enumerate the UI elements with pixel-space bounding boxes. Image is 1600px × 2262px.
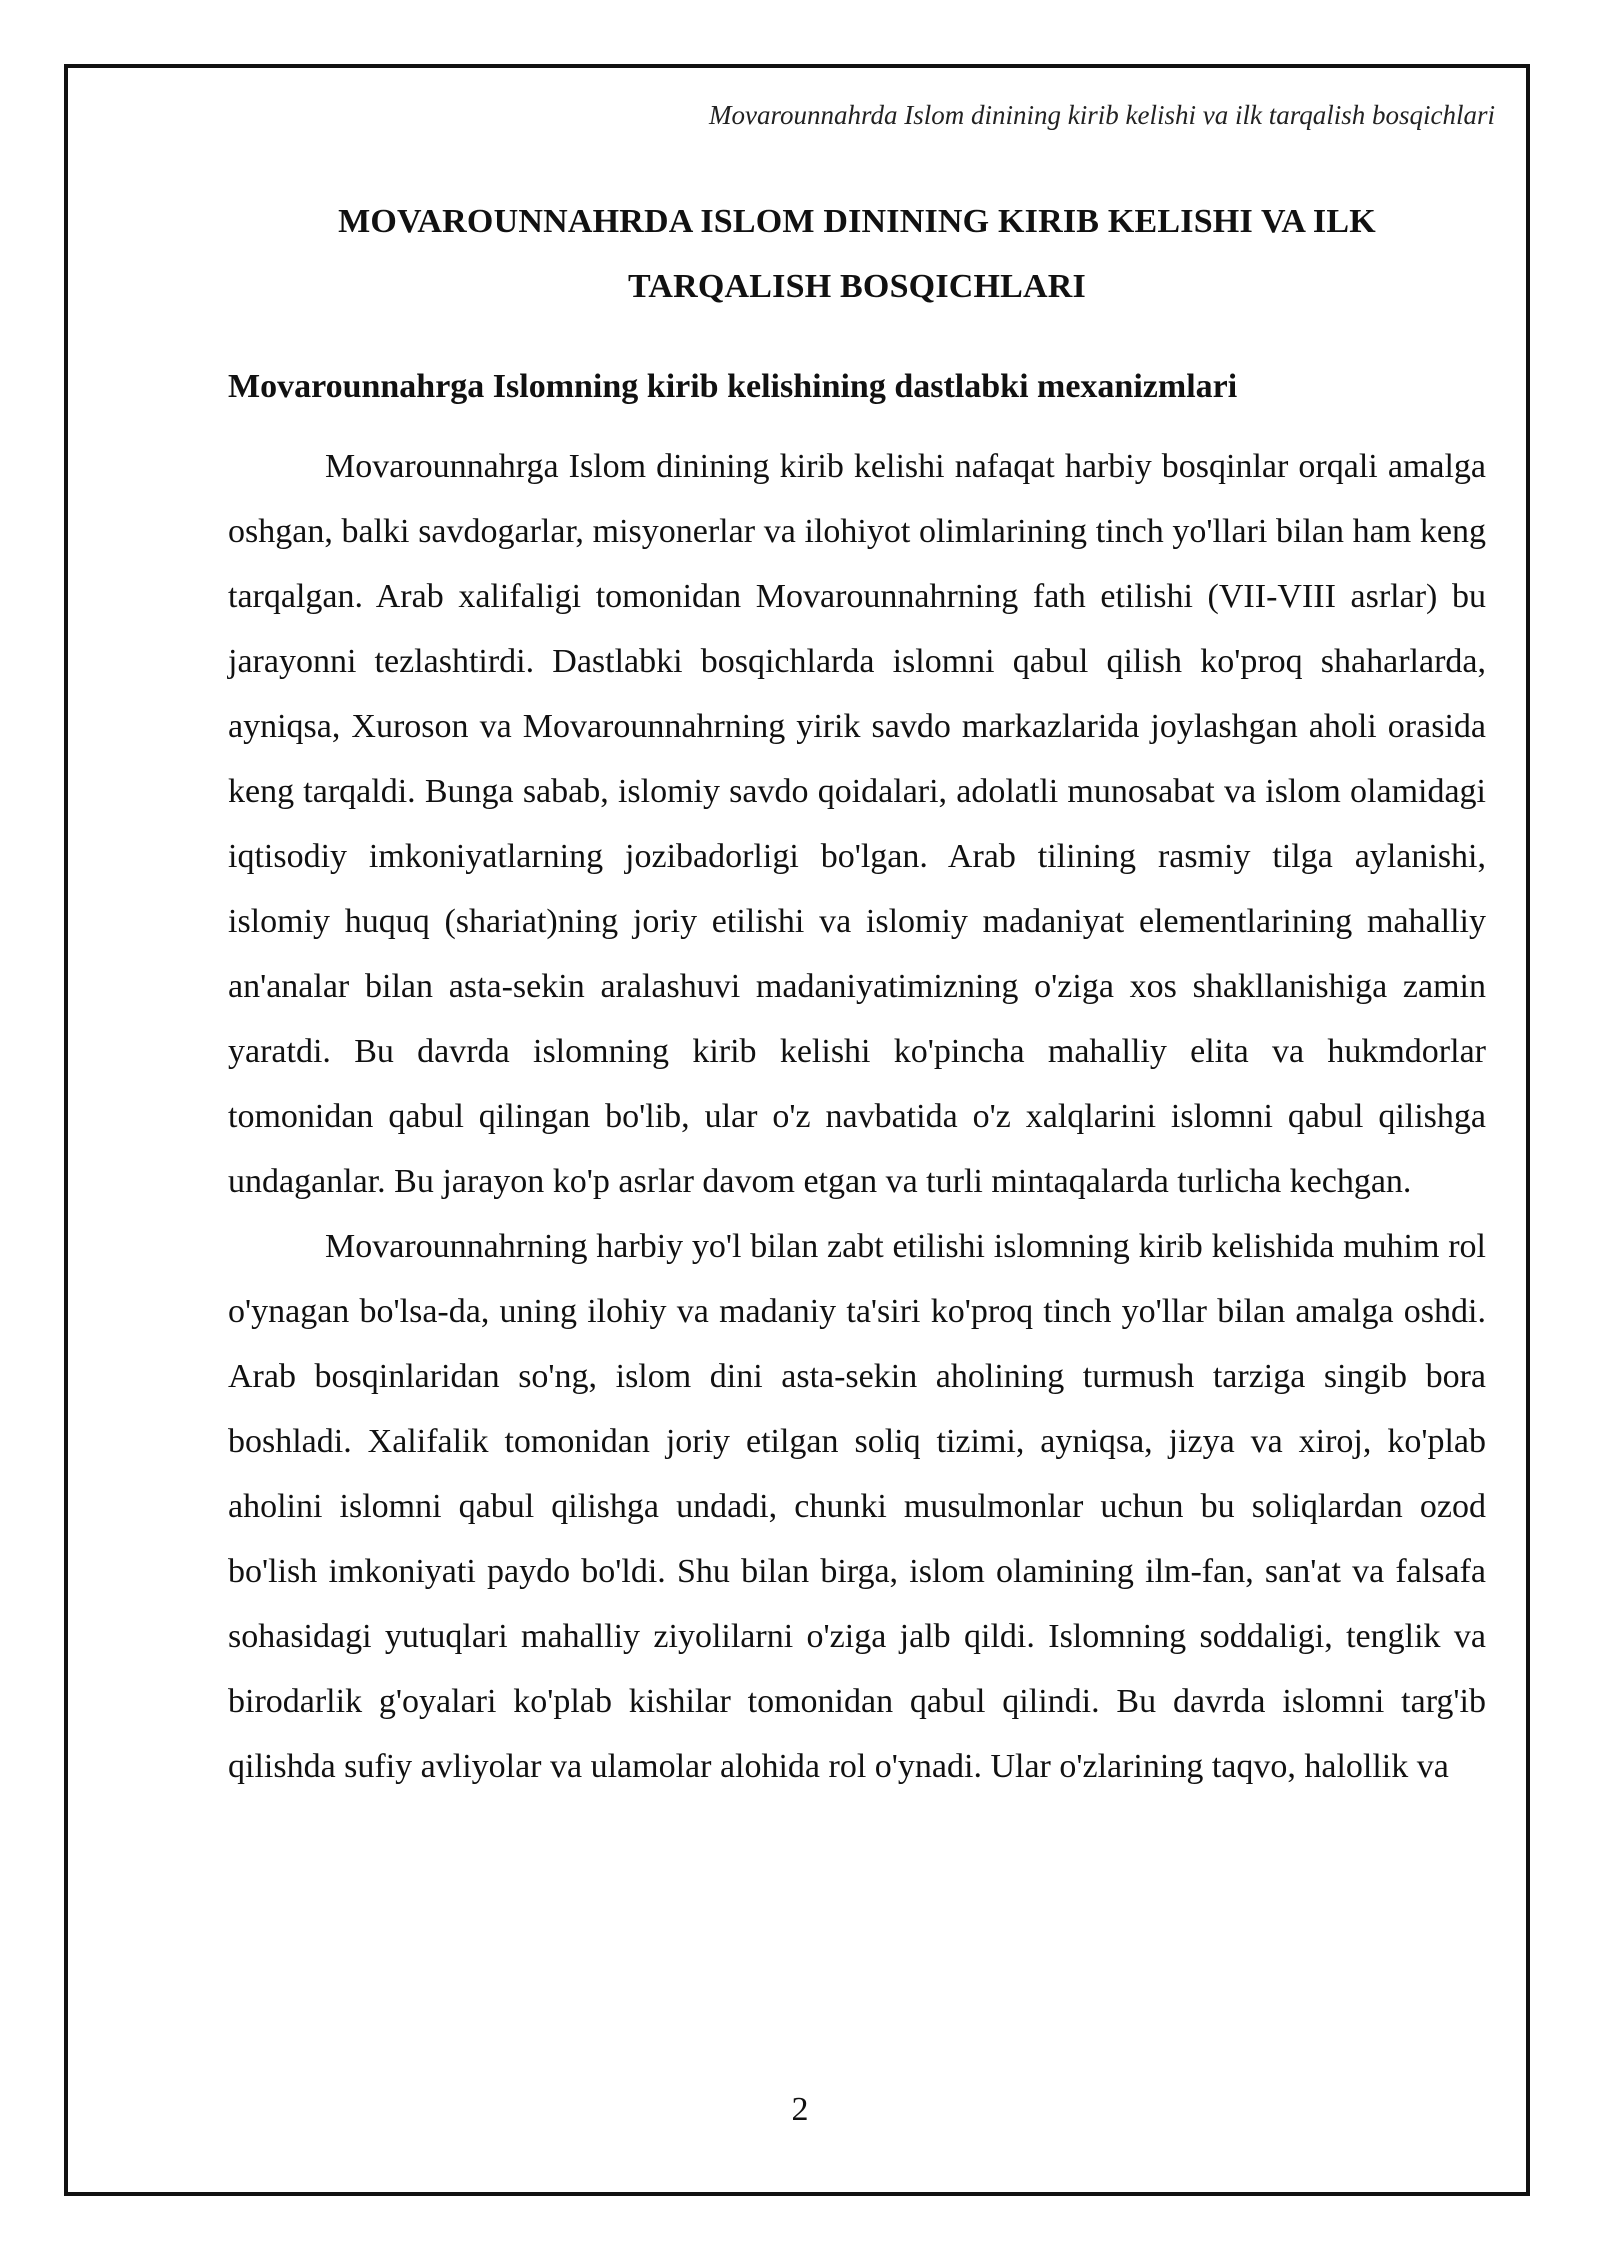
document-title: [228, 189, 1486, 319]
running-header: Movarounnahrda Islom dinining kirib kelishi va ilk tarqalish bosqichlari: [709, 100, 1495, 130]
body-text: [228, 434, 1486, 1799]
title-line-1: MOVAROUNNAHRDA ISLOM DININING KIRIB KELISHI VA ILK: [338, 203, 1376, 240]
title-line-2: TARQALISH BOSQICHLARI: [628, 268, 1086, 305]
paragraph-1: Movarounnahrga Islom dinining kirib kelishi nafaqat harbiy bosqinlar orqali amalga oshgan, balki savdogarlar, misyonerlar va ilohiyot olimlarining tinch yo'llari bilan ham keng tarqalgan. Arab xalifaligi tomonidan Movarounnahrning fath etilishi (VII-VIII asrlar) bu jarayonni tezlashtirdi. Dastlabki bosqichlarda islomni qabul qilish ko'proq shaharlarda, ayniqsa, Xuroson va Movarounnahrning yirik savdo markazlarida joylashgan aholi orasida keng tarqaldi. Bunga sabab, islomiy savdo qoidalari, adolatli munosabat va islom olamidagi iqtisodiy imkoniyatlarning jozibadorligi bo'lgan. Arab tilining rasmiy tilga aylanishi, islomiy huquq (shariat)ning joriy etilishi va islomiy madaniyat elementlarining mahalliy an'analar bilan asta-sekin aralashuvi madaniyatimizning o'ziga xos shakllanishiga zamin yaratdi. Bu davrda islomning kirib kelishi ko'pincha mahalliy elita va hukmdorlar tomonidan qabul qilingan bo'lib, ular o'z navbatida o'z xalqlarini islomni qabul qilishga undaganlar. Bu jarayon ko'p asrlar davom etgan va turli mintaqalarda turlicha kechgan.: [228, 448, 1486, 1200]
page-number: 2: [791, 2091, 809, 2128]
paragraph-2: Movarounnahrning harbiy yo'l bilan zabt etilishi islomning kirib kelishida muhim rol o'ynagan bo'lsa-da, uning ilohiy va madaniy ta'siri ko'proq tinch yo'llar bilan amalga oshdi. Arab bosqinlaridan so'ng, islom dini asta-sekin aholining turmush tarziga singib bora boshladi. Xalifalik tomonidan joriy etilgan soliq tizimi, ayniqsa, jizya va xiroj, ko'plab aholini islomni qabul qilishga undadi, chunki musulmonlar uchun bu soliqlardan ozod bo'lish imkoniyati paydo bo'ldi. Shu bilan birga, islom olamining ilm-fan, san'at va falsafa sohasidagi yutuqlari mahalliy ziyolilarni o'ziga jalb qildi. Islomning soddaligi, tenglik va birodarlik g'oyalari ko'plab kishilar tomonidan qabul qilindi. Bu davrda islomni targ'ib qilishda sufiy avliyolar va ulamolar alohida rol o'ynadi. Ular o'zlarining taqvo, halollik va: [228, 1228, 1486, 1785]
section-heading: Movarounnahrga Islomning kirib kelishining dastlabki mexanizmlari: [228, 368, 1238, 405]
